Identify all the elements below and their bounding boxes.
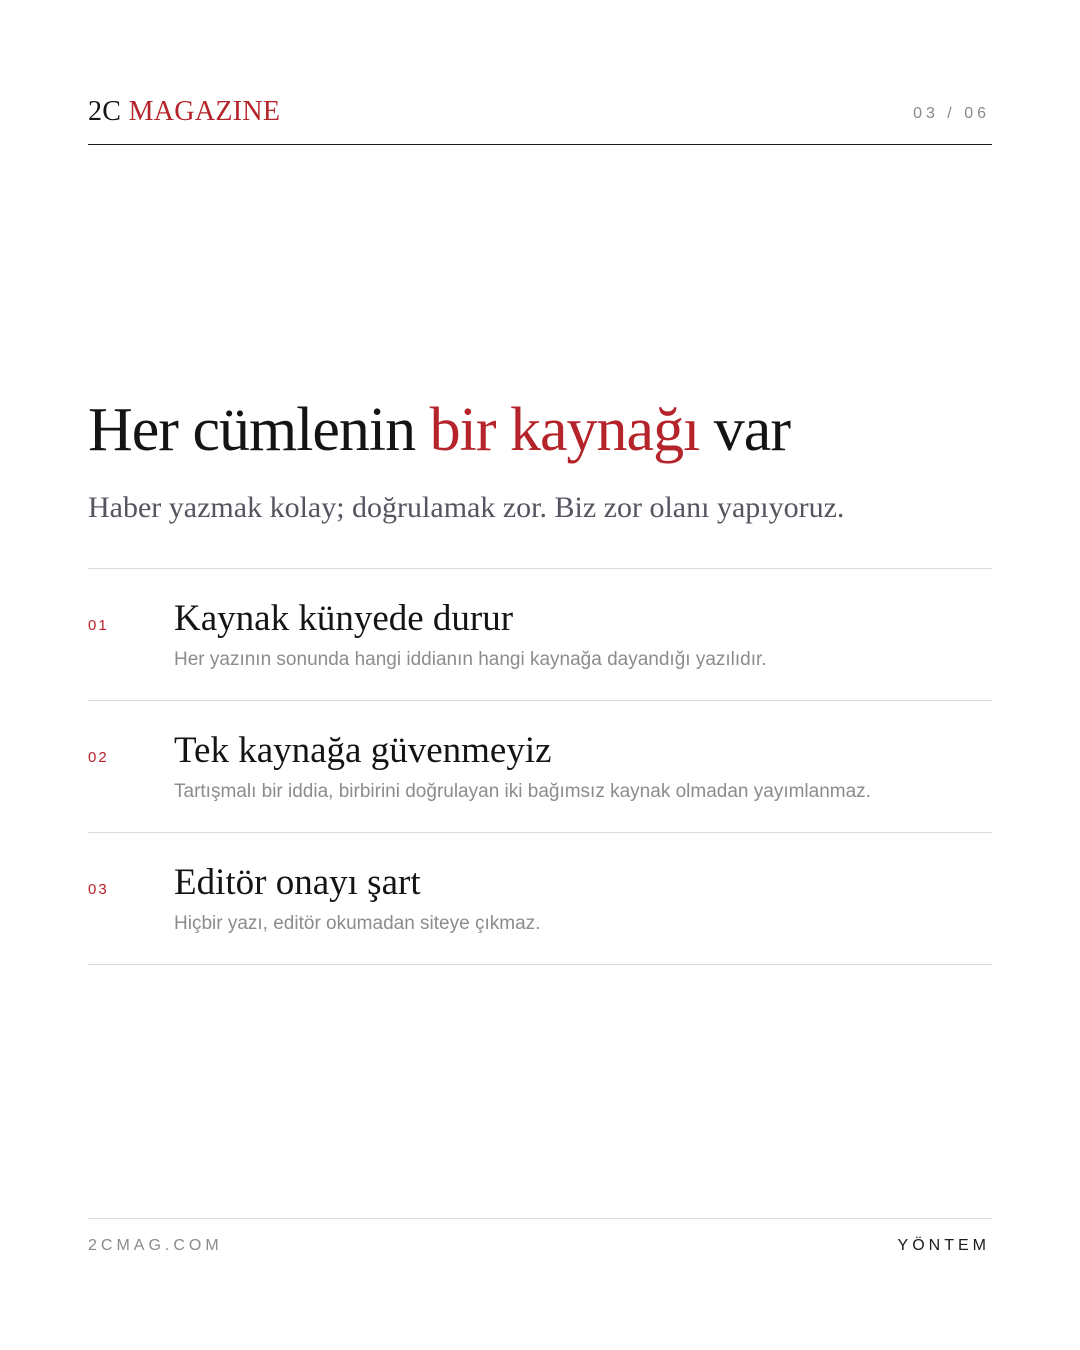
page-indicator: 03 / 06 — [913, 105, 990, 122]
site-url: 2CMAG.COM — [88, 1237, 223, 1254]
brand-prefix: 2C — [88, 96, 122, 127]
header — [88, 96, 992, 145]
headline-after: var — [699, 396, 790, 464]
headline — [88, 394, 790, 466]
footer — [88, 1218, 992, 1259]
item-title: Tek kaynağa güvenmeyiz — [174, 730, 552, 771]
brand-logo — [88, 96, 280, 128]
headline-before: Her cümlenin — [88, 396, 430, 464]
list-item — [88, 569, 992, 701]
section-label: YÖNTEM — [897, 1237, 990, 1254]
item-number: 02 — [88, 749, 109, 766]
headline-accent: bir kaynağı — [429, 396, 700, 464]
list-item — [88, 701, 992, 833]
item-title: Editör onayı şart — [174, 862, 421, 903]
item-description: Hiçbir yazı, editör okumadan siteye çıkmaz. — [174, 913, 541, 934]
item-description: Her yazının sonunda hangi iddianın hangi kaynağa dayandığı yazılıdır. — [174, 649, 767, 670]
item-number: 03 — [88, 881, 109, 898]
item-description: Tartışmalı bir iddia, birbirini doğrulayan iki bağımsız kaynak olmadan yayımlanmaz. — [174, 781, 871, 802]
list-item — [88, 833, 992, 965]
subheadline: Haber yazmak kolay; doğrulamak zor. Biz zor olanı yapıyoruz. — [88, 491, 845, 524]
principles-list — [88, 568, 992, 965]
brand-accent: MAGAZINE — [128, 96, 281, 127]
item-number: 01 — [88, 617, 109, 634]
magazine-slide — [88, 0, 992, 1350]
item-title: Kaynak künyede durur — [174, 598, 514, 639]
